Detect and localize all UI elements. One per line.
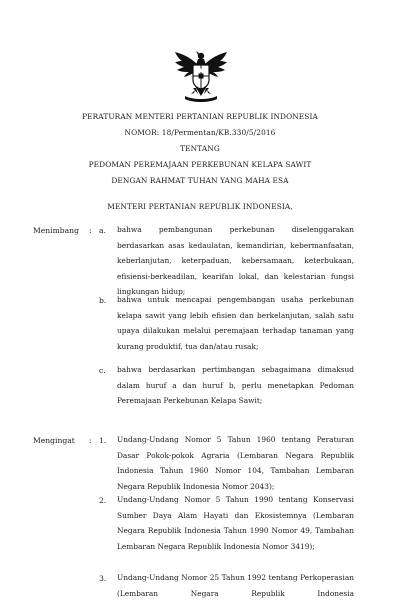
minister-line: MENTERI PERTANIAN REPUBLIK INDONESIA, — [107, 202, 293, 211]
rahmat-line: DENGAN RAHMAT TUHAN YANG MAHA ESA — [111, 176, 289, 185]
regulation-subject: PEDOMAN PEREMAJAAN PERKEBUNAN KELAPA SAWIT — [88, 160, 312, 169]
mengingat-item-1: Undang-Undang Nomor 5 Tahun 1960 tentang Peraturan Dasar Pokok-pokok Agraria (Lembaran Negara Republik Indonesia Tahun 1960 Nomor 104, Tambahan Lembaran Negara Republik Indonesia Nomor 2043); — [117, 435, 354, 491]
menimbang-marker-c: c. — [99, 366, 106, 375]
mengingat-item-3: Undang-Undang Nomor 25 Tahun 1992 tentang Perkoperasian (Lembaran Negara Republik Indonesia — [117, 573, 354, 598]
menimbang-marker-a: a. — [99, 226, 106, 235]
mengingat-marker-1: 1. — [99, 436, 107, 445]
menimbang-item-c: bahwa berdasarkan pertimbangan sebagaimana dimaksud dalam huruf a dan huruf b, perlu menetapkan Pedoman Peremajaan Perkebunan Kelapa Sawit; — [117, 365, 354, 406]
menimbang-colon: : — [89, 226, 92, 235]
mengingat-label: Mengingat — [33, 436, 75, 445]
mengingat-marker-2: 2. — [99, 496, 107, 505]
menimbang-label: Menimbang — [33, 226, 79, 235]
menimbang-item-a: bahwa pembangunan perkebunan diselenggarakan berdasarkan asas kedaulatan, kemandirian, kebermanfaatan, keberlanjutan, keterpaduan, kebersamaan, keterbukaan, efisiensi-berkeadilan, kearifan lokal, dan kelestarian fungsi lingkungan hidup; — [117, 225, 354, 297]
menimbang-marker-b: b. — [99, 296, 107, 305]
garuda-emblem-icon — [171, 50, 231, 106]
mengingat-item-2: Undang-Undang Nomor 5 Tahun 1990 tentang Konservasi Sumber Daya Alam Hayati dan Ekosistemnya (Lembaran Negara Republik Indonesia Tahun 1990 Nomor 49, Tambahan Lembaran Negara Republik Indonesia Nomor 3419); — [117, 495, 354, 551]
mengingat-colon: : — [89, 436, 92, 445]
tentang-heading: TENTANG — [180, 144, 220, 153]
menimbang-item-b: bahwa untuk mencapai pengembangan usaha perkebunan kelapa sawit yang lebih efisien dan berkelanjutan, salah satu upaya dilakukan melalui peremajaan terhadap tanaman yang kurang produktif, tua dan/atau rusak; — [117, 295, 354, 351]
regulation-number: NOMOR: 18/Permentan/KB.330/5/2016 — [124, 128, 276, 137]
mengingat-marker-3: 3. — [99, 574, 107, 583]
regulation-title: PERATURAN MENTERI PERTANIAN REPUBLIK INDONESIA — [82, 112, 318, 121]
